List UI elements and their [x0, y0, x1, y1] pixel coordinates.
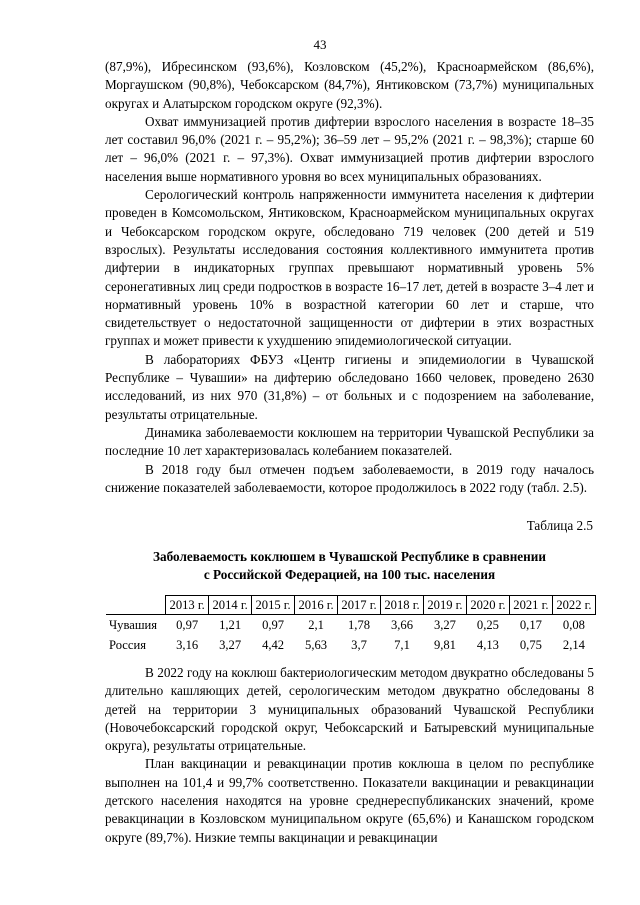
table-cell: 3,27: [219, 638, 242, 652]
table-cell: 1,21: [219, 618, 242, 632]
table-cell: 2,1: [308, 618, 324, 632]
table-cell: 3,66: [390, 618, 414, 632]
page-number: 43: [313, 37, 327, 52]
table-cell: 1,78: [348, 618, 371, 632]
table-cell: 4,42: [262, 638, 285, 652]
table-cell: 0,75: [519, 638, 542, 652]
column-header: 2015 г.: [252, 596, 295, 615]
table-cell: 0,25: [476, 618, 499, 632]
paragraph: В 2018 году был отмечен подъем заболеваемости, в 2019 году началось снижение показателей заболеваемости, которое продолжилось в 2022 году (табл. 2.5).: [105, 461, 594, 495]
paragraph: Серологический контроль напряженности иммунитета населения к дифтерии проведен в Комсомольском, Янтиковском, Красноармейском муниципальных округах и Чебоксарском городском округе, обследовано 719 человек (200 детей и 519 взрослых). Результаты исследования состояния коллективного иммунитета против дифтерии в индикаторных группах превышают нормативный уровень 5% серонегативных лиц среди подростков в возрасте 16–17 лет, детей в возрасте 3–4 лет и нормативный уровень 10% в возрастной категории 60 лет и старше, что свидетельствует о недостаточной защищенности от дифтерии в этих возрастных группах и может привести к ухудшению эпидемиологической ситуации.: [105, 187, 594, 349]
paragraph: План вакцинации и ревакцинации против коклюша в целом по республике выполнен на 101,4 и 99,7% соответственно. Показатели вакцинации и ревакцинации детского населения находятся на уровне среднереспубликанских значений, кроме ревакцинации в Козловском муниципальном округе (65,6%) и Канашском городском округе (89,7%). Низкие темпы вакцинации и ревакцинации: [105, 756, 594, 845]
table-corner-cell: [106, 596, 166, 615]
paragraph: В лабораториях ФБУЗ «Центр гигиены и эпидемиологии в Чувашской Республике – Чувашии» на дифтерию обследовано 1660 человек, проведено 2630 исследований, из них 970 (31,8%) – от больных и с подозрением на заболевание, результаты отрицательные.: [105, 351, 594, 422]
paragraph: Охват иммунизацией против дифтерии взрослого населения в возрасте 18–35 лет составил 96,0% (2021 г. – 95,2%); 36–59 лет – 95,2% (2021 г. – 98,3%); старше 60 лет – 96,0% (2021 г. – 97,3%). Охват иммунизацией против дифтерии взрослого населения выше нормативного уровня во всех муниципальных образованиях.: [105, 113, 594, 184]
incidence-table: [106, 595, 596, 655]
table-cell: 5,63: [305, 638, 328, 652]
table-title: [105, 548, 594, 585]
column-header: 2017 г.: [338, 596, 381, 615]
table-cell: 4,13: [476, 638, 499, 652]
table-cell: 2,14: [562, 638, 585, 652]
column-header: 2016 г.: [295, 596, 338, 615]
table-cell: 0,97: [262, 618, 285, 632]
paragraph: (87,9%), Ибресинском (93,6%), Козловском (45,2%), Красноармейском (86,6%), Моргаушском (90,8%), Чебоксарском (84,7%), Янтиковском (73,7%) муниципальных округах и Алатырском городском округе (92,3%).: [105, 59, 594, 111]
column-header: 2019 г.: [423, 596, 466, 615]
body-text-top: [105, 58, 594, 497]
table-cell: 0,08: [562, 618, 585, 632]
table-title-line: Заболеваемость коклюшем в Чувашской Республике в сравнении: [153, 549, 546, 564]
column-header: 2013 г.: [166, 596, 209, 615]
row-label: Россия: [109, 638, 147, 652]
column-header: 2021 г.: [509, 596, 552, 615]
table-cell: 7,1: [394, 638, 410, 652]
column-header: 2018 г.: [381, 596, 424, 615]
table-cell: 3,16: [176, 638, 199, 652]
table-row: [106, 635, 596, 655]
table-label: Таблица 2.5: [526, 518, 593, 533]
table-cell: 0,17: [519, 618, 542, 632]
column-header: 2020 г.: [466, 596, 509, 615]
table-cell: 3,27: [433, 618, 456, 632]
body-text-bottom: [105, 664, 594, 847]
table-cell: 3,7: [351, 638, 367, 652]
table-cell: 9,81: [433, 638, 456, 652]
table-cell: 0,97: [176, 618, 199, 632]
table-header-row: [106, 596, 596, 615]
table-title-line: с Российской Федерацией, на 100 тыс. населения: [203, 567, 496, 583]
column-header: 2022 г.: [552, 596, 595, 615]
column-header: 2014 г.: [209, 596, 252, 615]
paragraph: Динамика заболеваемости коклюшем на территории Чувашской Республики за последние 10 лет характеризовалась колебанием показателей.: [105, 424, 594, 459]
row-label: Чувашия: [109, 618, 158, 632]
table-row: [106, 615, 596, 636]
paragraph: В 2022 году на коклюш бактериологическим методом двукратно обследованы 5 длительно кашляющих детей, серологическим методом двукратно обследованы 8 детей на территории 3 муниципальных образований Чувашской Республики (Новочебоксарский городской округ, Чебоксарский и Батыревский муниципальные округа), результаты отрицательные.: [105, 665, 594, 754]
